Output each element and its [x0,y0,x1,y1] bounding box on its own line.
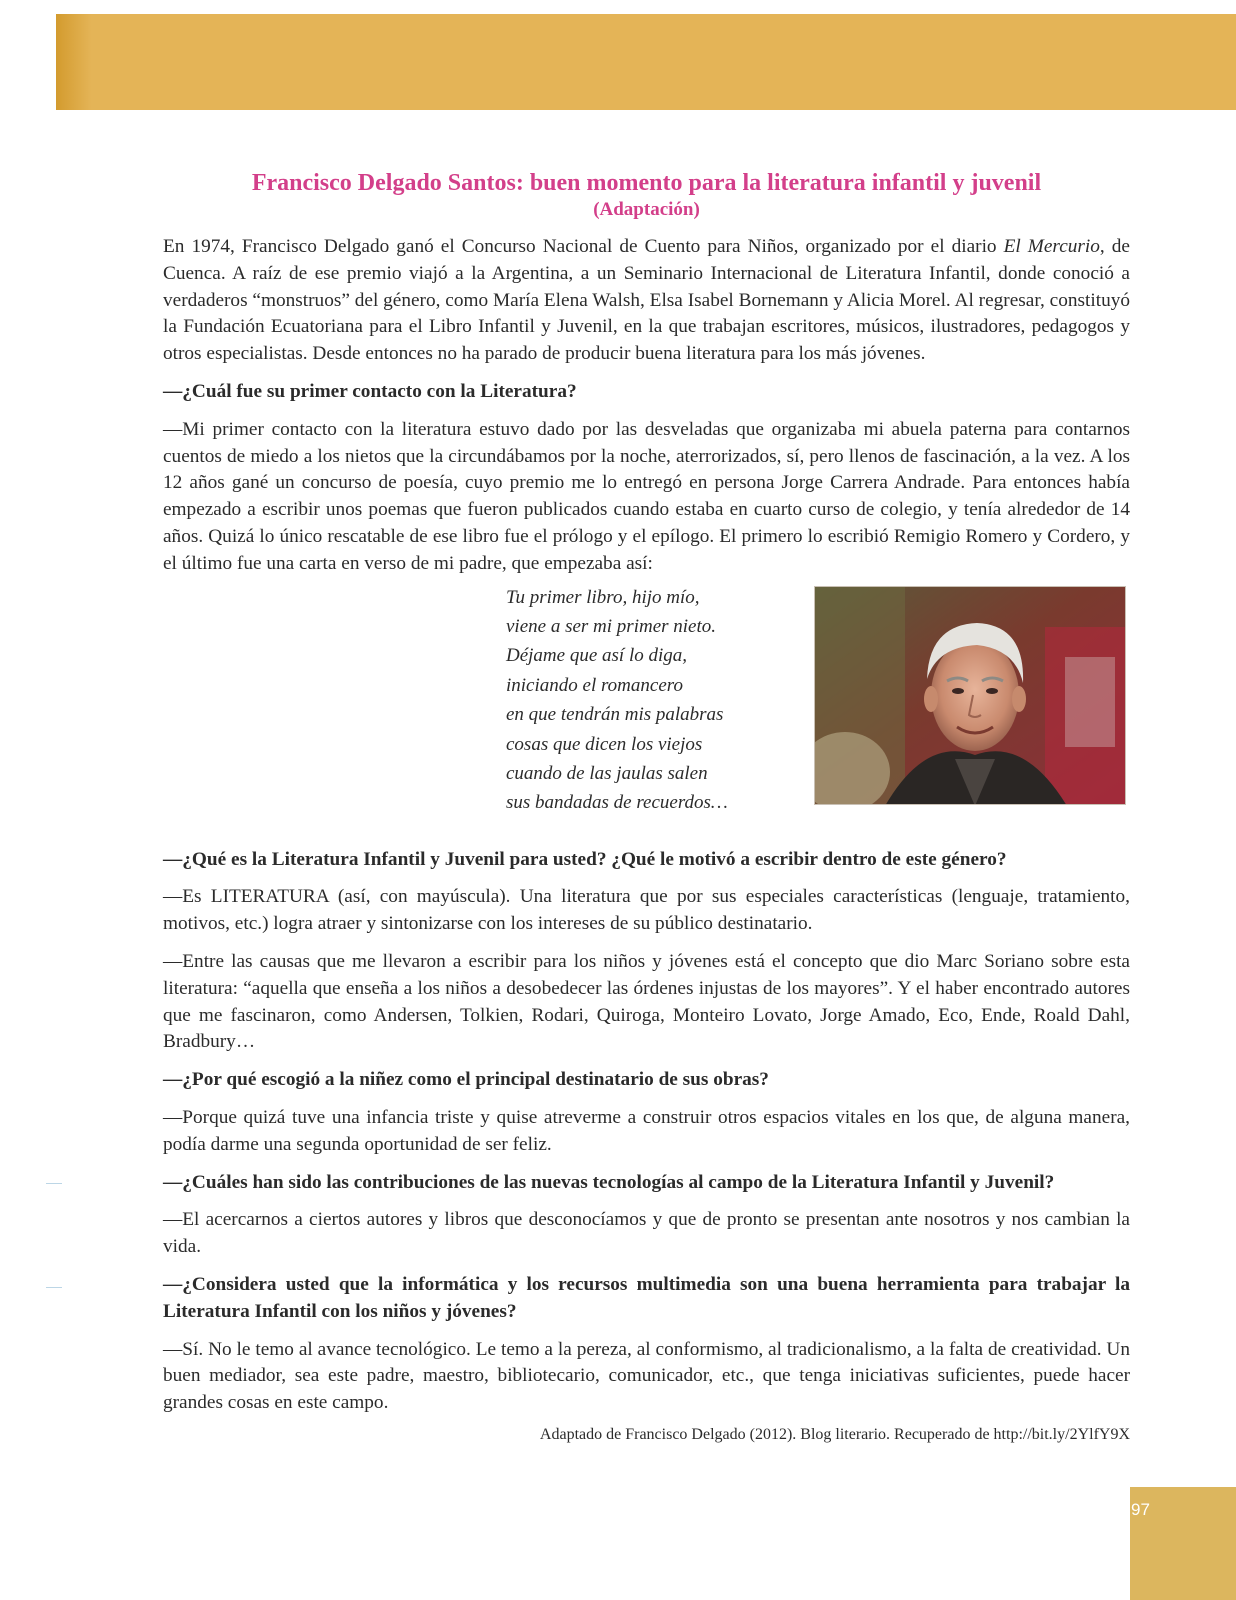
poem-line: iniciando el romancero [506,674,683,696]
poem-line: Déjame que así lo diga, [506,645,688,667]
source-citation: Adaptado de Francisco Delgado (2012). Blog literario. Recuperado de http://bit.ly/2YlfY9X [539,1425,1130,1443]
author-portrait-image [815,587,1126,805]
page-number: 97 [1131,1500,1150,1519]
author-photo [814,586,1126,805]
poem-line: cosas que dicen los viejos [506,733,703,755]
answer-1: —Mi primer contacto con la literatura estuvo dado por las desveladas que organizaba mi abuela paterna para contarnos cuentos de miedo a los nietos que la circundábamos por la noche, aterrorizados, sí, pero llenos de fascinación, a la vez. A los 12 años gané un concurso de poesía, cuyo premio me lo entregó en persona Jorge Carrera Andrade. Para entonces había empezado a escribir unos poemas que fueron publicados cuando estaba en cuarto curso de colegio, y tenía alrededor de 14 años. Quizá lo único rescatable de ese libro fue el prólogo y el epílogo. El primero lo escribió Remigio Romero y Cordero, y el último fue una carta en verso de mi padre, que empezaba así: [163,418,1130,574]
intro-text-end: , de Cuenca. A raíz de ese premio viajó a la Argentina, a un Seminario Internacional de Literatura Infantil, donde conoció a verdaderos “monstruos” del género, como María Elena Walsh, Elsa Isabel Bornemann y Alicia Morel. Al regresar, constituyó la Fundación Ecuatoriana para el Libro Infantil y Juvenil, en la que trabajan escritores, músicos, ilustradores, pedagogos y otros especialistas. Desde entonces no ha parado de producir buena literatura para los más jóvenes. [163,236,1130,365]
answer-2b: —Entre las causas que me llevaron a escribir para los niños y jóvenes está el concepto que dio Marc Soriano sobre esta literatura: “aquella que enseña a los niños a desobedecer las órdenes injustas de los mayores”. Y el haber encontrado autores que me fascinaron, como Andersen, Tolkien, Rodari, Quiroga, Monteiro Lovato, Jorge Amado, Eco, Ende, Roald Dahl, Bradbury… [163,950,1130,1053]
poem-line: sus bandadas de recuerdos… [506,792,728,814]
poem [506,583,728,818]
intro-text-start: En 1974, Francisco Delgado ganó el Concurso Nacional de Cuento para Niños, organizado por el diario [163,236,1004,257]
margin-mark [46,1287,62,1288]
poem-line: cuando de las jaulas salen [506,763,708,784]
question-1: —¿Cuál fue su primer contacto con la Literatura? [163,380,577,402]
question-3: —¿Por qué escogió a la niñez como el principal destinatario de sus obras? [163,1069,769,1091]
margin-mark [46,1183,62,1184]
question-4: —¿Cuáles han sido las contribuciones de las nuevas tecnologías al campo de la Literatura Infantil y Juvenil? [163,1171,1055,1193]
poem-line: viene a ser mi primer nieto. [506,615,717,637]
answer-3: —Porque quizá tuve una infancia triste y quise atreverme a construir otros espacios vitales en los que, de alguna manera, podía darme una segunda oportunidad de ser feliz. [163,1106,1130,1155]
answer-4: —El acercarnos a ciertos autores y libros que desconocíamos y que de pronto se presentan ante nosotros y nos cambian la vida. [163,1209,1130,1258]
answer-5: —Sí. No le temo al avance tecnológico. Le temo a la pereza, al conformismo, al tradicionalismo, a la falta de creatividad. Un buen mediador, sea este padre, maestro, bibliotecario, comunicador, etc., que tenga iniciativas suficientes, puede hacer grandes cosas en este campo. [163,1338,1130,1414]
article [163,168,1130,1446]
article-subtitle: (Adaptación) [593,199,700,220]
intro-paragraph [163,234,1130,368]
answer-2a: —Es LITERATURA (así, con mayúscula). Una literatura que por sus especiales características (lenguaje, tratamiento, motivos, etc.) logra atraer y sintonizarse con los intereses de su público destinatario. [163,886,1130,935]
poem-and-photo [163,583,1130,837]
poem-line: en que tendrán mis palabras [506,704,724,726]
newspaper-name: El Mercurio [1003,236,1100,257]
poem-line: Tu primer libro, hijo mío, [506,586,700,608]
header-color-band [56,14,1236,110]
article-title: Francisco Delgado Santos: buen momento para la literatura infantil y juvenil [251,170,1042,196]
question-5: —¿Considera usted que la informática y los recursos multimedia son una buena herramienta para trabajar la Literatura Infantil con los niños y jóvenes? [163,1273,1130,1322]
question-2: —¿Qué es la Literatura Infantil y Juvenil para usted? ¿Qué le motivó a escribir dentro de este género? [163,848,1007,870]
